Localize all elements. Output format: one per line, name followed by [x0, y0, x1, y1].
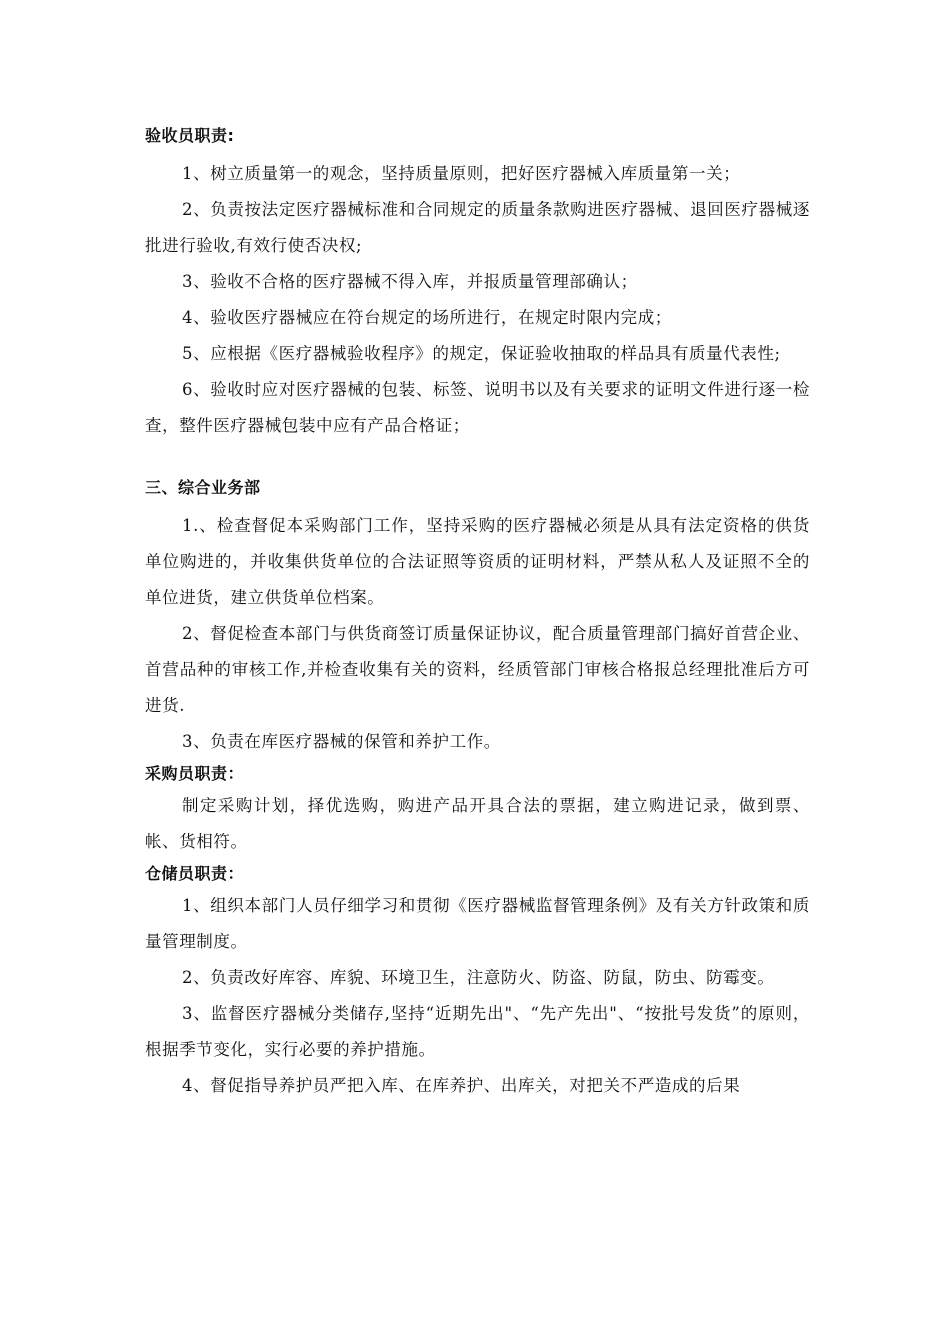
inspector-duty-1: 1、树立质量第一的观念，坚持质量原则，把好医疗器械入库质量第一关； [182, 164, 741, 183]
inspector-duty-4: 4、验收医疗器械应在符台规定的场所进行，在规定时限内完成； [182, 308, 672, 327]
business-dept-duty-2: 2、督促检查本部门与供货商签订质量保证协议，配合质量管理部门搞好首营企业、首营品种的审核工作,并检查收集有关的资料，经质管部门审核合格报总经理批准后方可进货. [145, 624, 810, 715]
business-dept-duty-3: 3、负责在库医疗器械的保管和养护工作。 [182, 732, 501, 751]
section-heading-inspector: 验收员职责: [145, 126, 235, 145]
warehouse-duty-2: 2、负责改好库容、库貌、环境卫生，注意防火、防盗、防鼠，防虫、防霉变。 [182, 968, 775, 987]
document-page [145, 122, 810, 1104]
inspector-duty-6: 6、验收时应对医疗器械的包装、标签、说明书以及有关要求的证明文件进行逐一检查，整件医疗器械包装中应有产品合格证； [145, 380, 810, 435]
business-dept-duty-1: 1.、检查督促本采购部门工作，坚持采购的医疗器械必须是从具有法定资格的供货单位购进的，并收集供货单位的合法证照等资质的证明材料，严禁从私人及证照不全的单位进货，建立供货单位档案。 [145, 516, 810, 607]
section-heading-warehouse: 仓储员职责： [145, 864, 245, 883]
warehouse-duty-3: 3、监督医疗器械分类储存,坚持“近期先出"、“先产先出"、“按批号发货”的原则，根据季节变化，实行必要的养护措施。 [145, 1004, 810, 1059]
section-heading-purchaser: 采购员职责： [145, 764, 245, 783]
section-heading-business-dept: 三、综合业务部 [145, 478, 261, 497]
inspector-duty-3: 3、验收不合格的医疗器械不得入库，并报质量管理部确认； [182, 272, 638, 291]
inspector-duty-5: 5、应根据《医疗器械验收程序》的规定，保证验收抽取的样品具有质量代表性; [182, 344, 781, 363]
inspector-duty-2: 2、负责按法定医疗器械标准和合同规定的质量条款购进医疗器械、退回医疗器械逐批进行验收,有效行使否决权; [145, 200, 810, 255]
purchaser-duty-1: 制定采购计划，择优选购，购进产品开具合法的票据，建立购进记录，做到票、帐、货相符。 [145, 796, 810, 851]
warehouse-duty-1: 1、组织本部门人员仔细学习和贯彻《医疗器械监督管理条例》及有关方针政策和质量管理制度。 [145, 896, 810, 951]
warehouse-duty-4: 4、督促指导养护员严把入库、在库养护、出库关，对把关不严造成的后果 [182, 1076, 741, 1095]
